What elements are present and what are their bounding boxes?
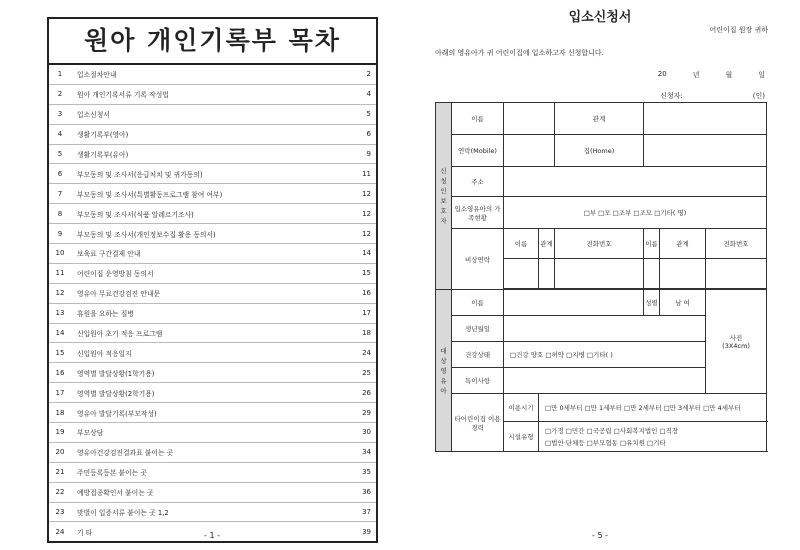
toc-label: 영역별 발달상황(2학기용) [77, 389, 155, 398]
toc-table [47, 17, 378, 543]
field-relation[interactable] [644, 103, 767, 135]
type-options-2: □법인·단체등 □부모협동 □유치원 □기타 [545, 439, 666, 447]
toc-label: 입소절차안내 [77, 71, 117, 80]
toc-num: 19 [55, 428, 65, 437]
toc-num: 21 [55, 468, 65, 477]
toc-num: 17 [55, 388, 65, 397]
page-number-right: - 5 - [592, 531, 608, 540]
toc-num: 12 [55, 289, 65, 298]
applicant-seal: (인) [752, 92, 765, 100]
toc-num: 22 [55, 488, 65, 497]
toc-title: 원아 개인기록부 목차 [49, 19, 376, 65]
em-phone-2: 전화번호 [706, 229, 767, 259]
toc-num: 13 [55, 309, 65, 318]
toc-page-number: 26 [362, 388, 371, 397]
toc-num: 16 [55, 368, 65, 377]
toc-row [49, 144, 376, 164]
toc-page-number: 11 [362, 169, 371, 178]
toc-row [49, 342, 376, 362]
toc-label: 부모동의 및 조사서(응급처치 및 귀가동의) [77, 170, 203, 179]
page-number-left: - 1 - [204, 531, 220, 540]
toc-row [49, 323, 376, 343]
toc-label: 기 타 [77, 528, 93, 537]
toc-num: 24 [55, 527, 65, 536]
label-birth: 생년월일 [452, 316, 504, 342]
toc-row [49, 243, 376, 263]
date-year-label: 년 [692, 71, 700, 79]
label-name: 이름 [452, 103, 504, 135]
toc-label: 신입원아 적응일지 [77, 349, 132, 358]
toc-row [49, 382, 376, 402]
toc-num: 15 [55, 348, 65, 357]
toc-label: 영역별 발달상황(1학기용) [77, 369, 155, 378]
toc-page-number: 37 [362, 508, 371, 517]
toc-page-number: 18 [362, 329, 371, 338]
toc-page-number: 35 [362, 468, 371, 477]
toc-label: 보육료 구간결제 안내 [77, 250, 141, 259]
toc-num: 3 [57, 110, 63, 119]
label-daycare-history: 타어린이집 이용경력 [452, 394, 504, 452]
toc-row [49, 402, 376, 422]
toc-row [49, 84, 376, 104]
toc-label: 어린이집 운영방침 동의서 [77, 270, 154, 279]
section-child: 대상영유아 [436, 290, 452, 452]
toc-page-number: 12 [362, 229, 371, 238]
toc-row [49, 104, 376, 124]
field-child-name[interactable] [504, 290, 644, 316]
toc-num: 20 [55, 448, 65, 457]
photo-box [706, 290, 767, 394]
em-phone-1: 전화번호 [555, 229, 644, 259]
toc-page-number: 2 [366, 70, 371, 79]
toc-num: 23 [55, 508, 65, 517]
toc-num: 14 [55, 329, 65, 338]
toc-label: 휴원을 요하는 질병 [77, 310, 134, 319]
date-line [658, 70, 765, 80]
section-applicant: 신청인보호자 [436, 103, 452, 290]
type-options[interactable] [539, 422, 767, 452]
em-name-field-2[interactable] [644, 259, 660, 289]
toc-num: 5 [57, 150, 63, 158]
toc-page-number: 4 [366, 90, 371, 99]
toc-num: 6 [57, 169, 63, 178]
photo-label: 사진 [729, 334, 743, 342]
toc-row [49, 422, 376, 442]
toc-page-number: 29 [362, 408, 371, 417]
toc-label: 영유아건강검진결과표 붙이는 곳 [77, 449, 174, 458]
toc-num: 1 [57, 70, 63, 79]
toc-page-number: 9 [366, 150, 371, 158]
toc-row [49, 223, 376, 243]
toc-label: 입소신청서 [77, 111, 110, 120]
toc-num: 8 [57, 209, 63, 218]
toc-row [49, 183, 376, 203]
toc-page-number: 12 [362, 209, 371, 218]
toc-row [49, 502, 376, 522]
toc-label: 부모동의 및 조사서(개인정보수집 활용 동의서) [77, 230, 216, 239]
label-address: 주소 [452, 167, 504, 197]
label-household: 입소영유아의 가족현황 [452, 197, 504, 229]
toc-row [49, 263, 376, 283]
field-address[interactable] [504, 167, 767, 197]
toc-num: 10 [55, 249, 65, 258]
toc-row [49, 65, 376, 84]
toc-label: 원아 개인기록서류 기록 작성법 [77, 91, 169, 100]
label-health: 건강상태 [452, 342, 504, 368]
toc-page-number: 14 [362, 249, 371, 258]
toc-page-number: 12 [362, 189, 371, 198]
em-rel-2: 관계 [660, 229, 706, 259]
applicant-label: 신청자: [660, 92, 683, 100]
label-home: 집(Home) [555, 135, 644, 167]
label-child-name: 이름 [452, 290, 504, 316]
toc-page-number: 36 [362, 488, 371, 497]
toc-num: 4 [57, 130, 63, 139]
toc-label: 맞벌이 입증서류 붙이는 곳 1,2 [77, 509, 169, 518]
field-home[interactable] [644, 135, 767, 167]
toc-row [49, 462, 376, 482]
toc-label: 신입원아 초기 적응 프로그램 [77, 330, 163, 339]
toc-page-number: 17 [362, 309, 371, 318]
health-options[interactable]: □건강 양호 □허약 □지병 □기타( ) [504, 342, 706, 368]
date-day-label: 일 [758, 71, 765, 79]
toc-page-number: 24 [362, 348, 371, 357]
label-special: 특이사항 [452, 368, 504, 394]
em-name-2: 이름 [644, 229, 660, 259]
toc-num: 2 [57, 90, 63, 99]
type-options-1: □가정 □민간 □국공립 □사회복지법인 □직장 [545, 427, 679, 435]
addressee: 어린이집 원장 귀하 [709, 26, 768, 34]
em-rel-field-2[interactable] [660, 259, 706, 289]
toc-page-number: 16 [362, 289, 371, 298]
toc-num: 11 [55, 269, 65, 278]
toc-page-number: 30 [362, 428, 371, 437]
em-name-1: 이름 [504, 229, 539, 259]
toc-label: 부모상담 [77, 429, 104, 438]
toc-row [49, 283, 376, 303]
label-mobile: 연락(Mobile) [452, 135, 504, 167]
applicant-line [660, 91, 765, 101]
form-intro: 아래의 영유아가 귀 어린이집에 입소하고자 신청합니다. [435, 49, 604, 57]
toc-row [49, 303, 376, 323]
toc-label: 생활기록부(유아) [77, 151, 129, 159]
label-period: 이용시기 [504, 394, 539, 422]
toc-page-number: 39 [362, 527, 371, 536]
toc-page-number: 34 [362, 448, 371, 457]
toc-label: 영유아 무료건강검진 안내문 [77, 290, 161, 299]
toc-label: 예방접종확인서 붙이는 곳 [77, 489, 154, 498]
label-emergency: 비상연락 [452, 229, 504, 290]
application-form-table [435, 102, 767, 452]
toc-row [49, 362, 376, 382]
toc-label: 부모동의 및 조사서(식품 알레르기조사) [77, 210, 194, 219]
field-mobile[interactable] [504, 135, 555, 167]
toc-page-number: 25 [362, 368, 371, 377]
gender-options[interactable]: 남 여 [660, 290, 706, 316]
period-options[interactable]: □만 0세부터 □만 1세부터 □만 2세부터 □만 3세부터 □만 4세부터 [539, 394, 767, 422]
toc-label: 주민등록등본 붙이는 곳 [77, 469, 147, 478]
field-name[interactable] [504, 103, 555, 135]
toc-num: 7 [57, 189, 63, 198]
application-form-page [400, 0, 800, 550]
toc-page-number: 15 [362, 269, 371, 278]
toc-label: 생활기록부(영아) [77, 131, 129, 140]
field-birth[interactable] [504, 316, 706, 342]
toc-row [49, 163, 376, 183]
toc-row [49, 203, 376, 223]
toc-label: 영유아 발달기록(부모작성) [77, 409, 157, 418]
toc-page-number: 6 [366, 130, 371, 139]
em-phone-field-1[interactable] [555, 259, 644, 289]
date-year: 20 [657, 70, 667, 78]
toc-label: 부모동의 및 조사서(특별활동프로그램 참여 여부) [77, 190, 223, 199]
form-title: 입소신청서 [568, 10, 632, 25]
toc-num: 9 [57, 229, 63, 238]
household-options[interactable]: □부 □모 □조부 □조모 □기타( 명) [504, 197, 767, 229]
label-relation: 관계 [555, 103, 644, 135]
toc-row [49, 442, 376, 462]
em-rel-field-1[interactable] [539, 259, 555, 289]
em-rel-1: 관계 [539, 229, 555, 259]
label-gender: 성별 [644, 290, 660, 316]
em-name-field-1[interactable] [504, 259, 539, 289]
photo-size: (3X4cm) [722, 342, 750, 350]
toc-num: 18 [55, 408, 65, 417]
date-month-label: 월 [725, 71, 733, 79]
toc-rows [49, 65, 376, 541]
toc-page-number: 5 [366, 110, 371, 119]
toc-row [49, 124, 376, 144]
field-special[interactable] [504, 368, 706, 394]
label-type: 시설유형 [504, 422, 539, 452]
toc-row [49, 482, 376, 502]
em-phone-field-2[interactable] [706, 259, 767, 289]
